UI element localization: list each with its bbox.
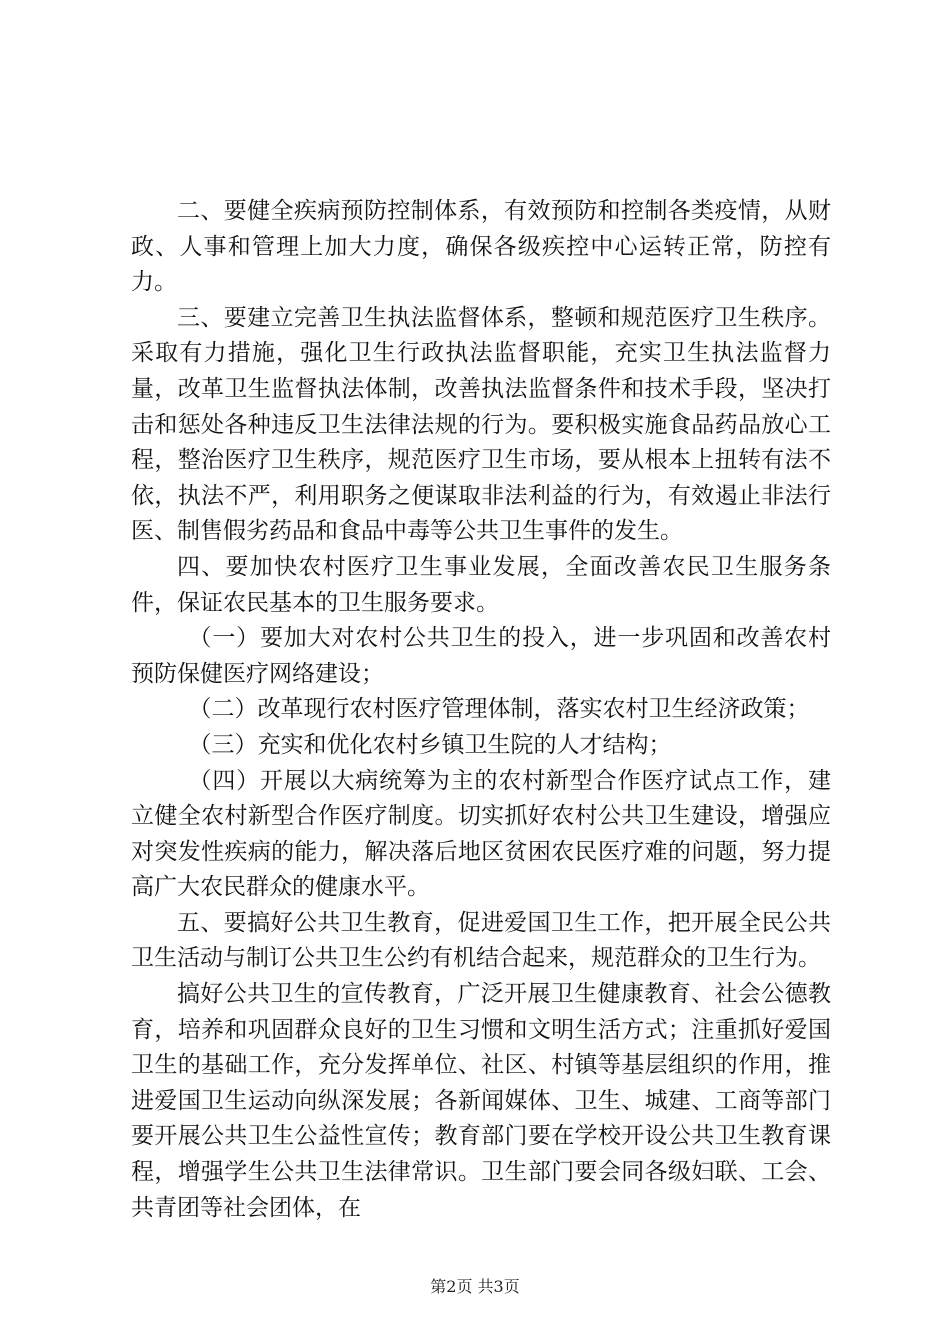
page-number-footer: 第2页 共3页 <box>430 1277 520 1296</box>
document-body <box>131 194 831 1226</box>
paragraph-rural-item-1: （一）要加大对农村公共卫生的投入，进一步巩固和改善农村预防保健医疗网络建设； <box>131 625 831 687</box>
paragraph-rural-item-3: （三）充实和优化农村乡镇卫生院的人才结构； <box>188 731 672 758</box>
paragraph-health-supervision: 三、要建立完善卫生执法监督体系，整顿和规范医疗卫生秩序。采取有力措施，强化卫生行政执法监督职能，充实卫生执法监督力量，改革卫生监督执法体制，改善执法监督条件和技术手段，坚决打击和惩处各种违反卫生法律法规的行为。要积极实施食品药品放心工程，整治医疗卫生秩序，规范医疗卫生市场，要从根本上扭转有法不依，执法不严，利用职务之便谋取非法利益的行为，有效遏止非法行医、制售假劣药品和食品中毒等公共卫生事件的发生。 <box>131 304 831 545</box>
paragraph-health-education: 五、要搞好公共卫生教育，促进爱国卫生工作，把开展全民公共卫生活动与制订公共卫生公约有机结合起来，规范群众的卫生行为。 <box>131 909 831 972</box>
paragraph-disease-control: 二、要健全疾病预防控制体系，有效预防和控制各类疫情，从财政、人事和管理上加大力度，确保各级疾控中心运转正常，防控有力。 <box>131 198 831 296</box>
paragraph-publicity: 搞好公共卫生的宣传教育，广泛开展卫生健康教育、社会公德教育，培养和巩固群众良好的卫生习惯和文明生活方式；注重抓好爱国卫生的基础工作，充分发挥单位、社区、村镇等基层组织的作用，推进爱国卫生运动向纵深发展；各新闻媒体、卫生、城建、工商等部门要开展公共卫生公益性宣传；教育部门要在学校开设公共卫生教育课程，增强学生公共卫生法律常识。卫生部门要会同各级妇联、工会、共青团等社会团体，在 <box>131 981 831 1221</box>
paragraph-rural-item-4: （四）开展以大病统筹为主的农村新型合作医疗试点工作，建立健全农村新型合作医疗制度。切实抓好农村公共卫生建设，增强应对突发性疾病的能力，解决落后地区贫困农民医疗难的问题，努力提高广大农民群众的健康水平。 <box>131 767 831 901</box>
paragraph-rural-item-2: （二）改革现行农村医疗管理体制，落实农村卫生经济政策； <box>188 696 810 723</box>
paragraph-rural-health: 四、要加快农村医疗卫生事业发展，全面改善农民卫生服务条件，保证农民基本的卫生服务要求。 <box>131 553 831 616</box>
